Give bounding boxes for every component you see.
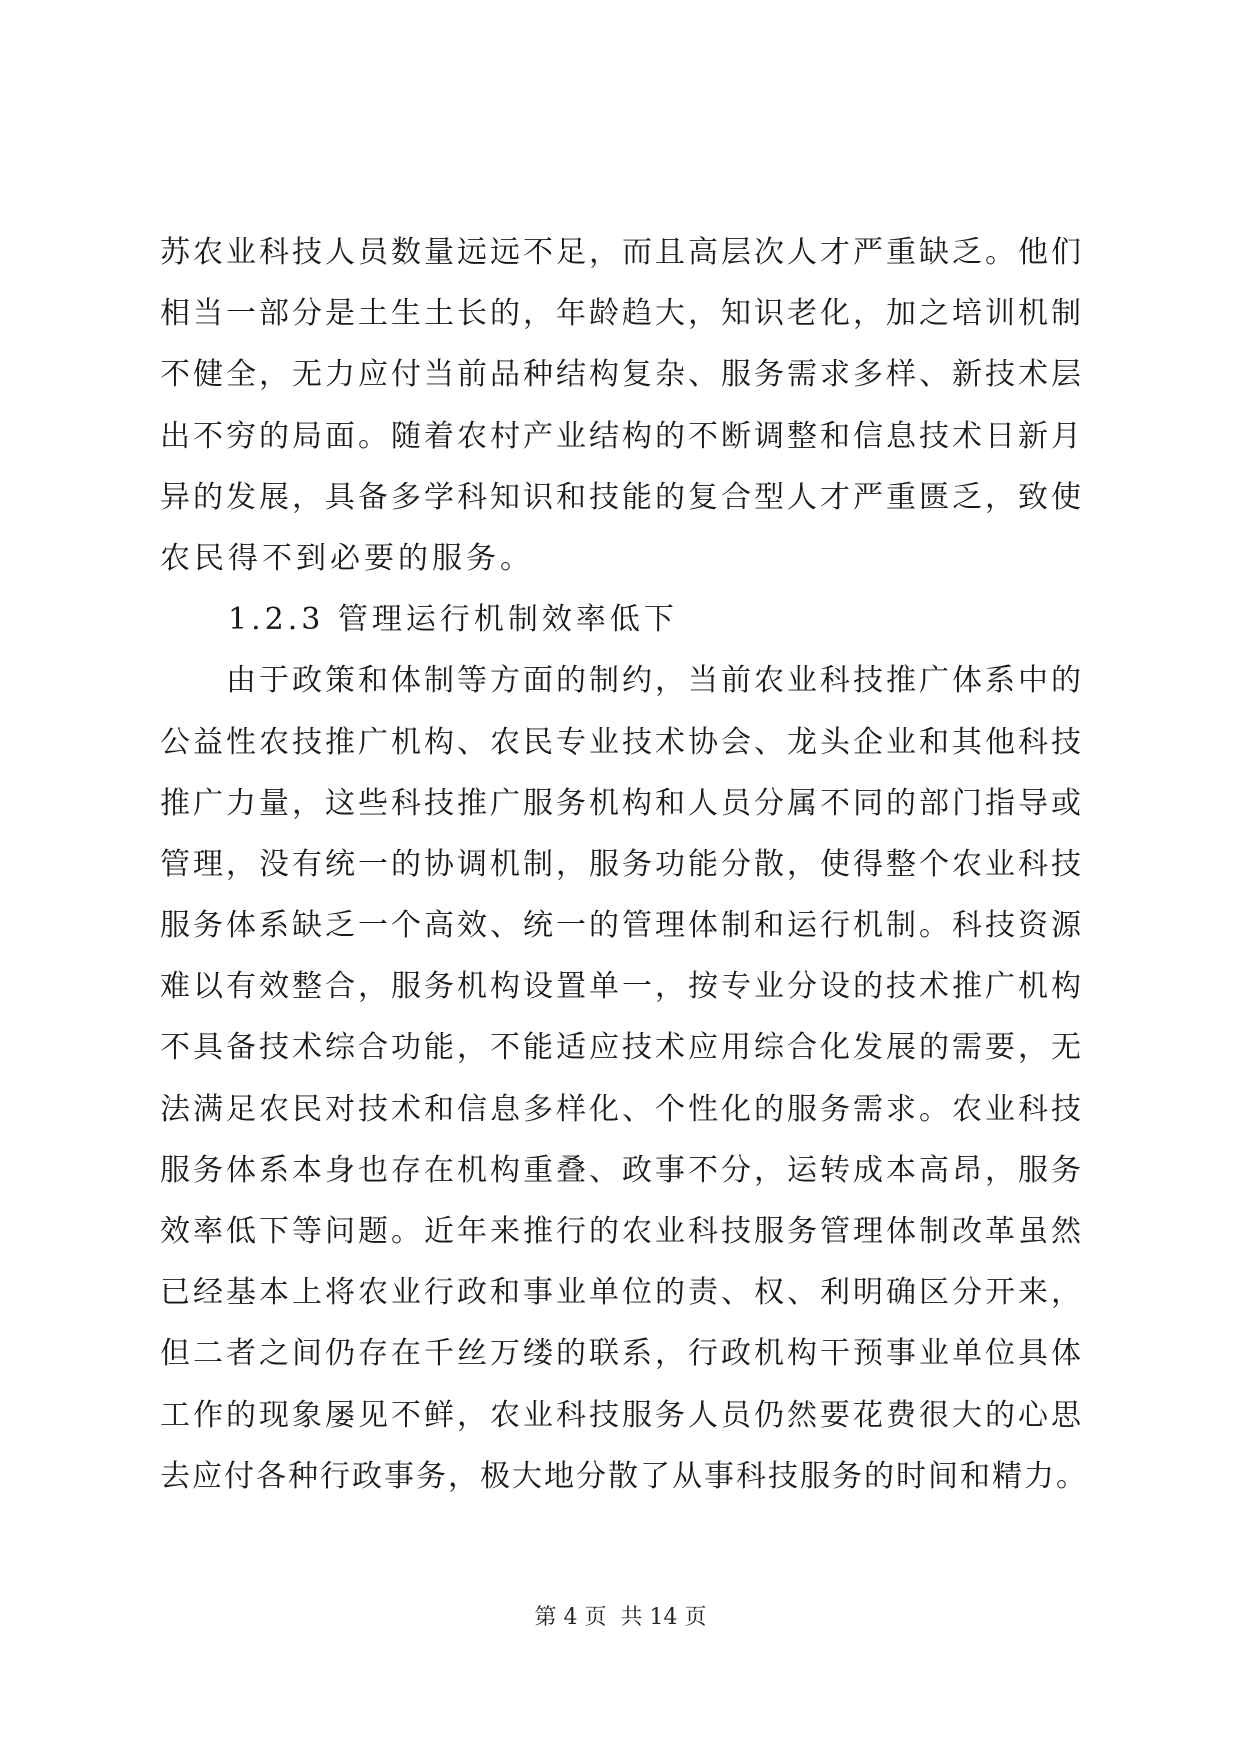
text-line: 效率低下等问题。近年来推行的农业科技服务管理体制改革虽然 <box>160 1214 1084 1249</box>
text-line: 苏农业科技人员数量远远不足，而且高层次人才严重缺乏。他们 <box>160 235 1084 270</box>
text-line: 服务体系本身也存在机构重叠、政事不分，运转成本高昂，服务 <box>160 1152 1084 1188</box>
text-line: 异的发展，具备多学科知识和技能的复合型人才严重匮乏，致使 <box>160 479 1084 515</box>
text-line: 不具备技术综合功能，不能适应技术应用综合化发展的需要，无 <box>160 1030 1084 1066</box>
text-line: 不健全，无力应付当前品种结构复杂、服务需求多样、新技术层 <box>160 357 1084 393</box>
text-line: 公益性农技推广机构、农民专业技术协会、龙头企业和其他科技 <box>160 724 1084 760</box>
text-line: 已经基本上将农业行政和事业单位的责、权、利明确区分开来， <box>160 1275 1084 1311</box>
text-line: 农民得不到必要的服务。 <box>160 540 534 576</box>
text-line: 去应付各种行政事务，极大地分散了从事科技服务的时间和精力。 <box>160 1458 1088 1494</box>
text-line: 工作的现象屡见不鲜，农业科技服务人员仍然要花费很大的心思 <box>160 1397 1084 1433</box>
text-line: 服务体系缺乏一个高效、统一的管理体制和运行机制。科技资源 <box>160 908 1084 944</box>
text-line: 由于政策和体制等方面的制约，当前农业科技推广体系中的 <box>160 663 1084 699</box>
body-text <box>160 222 1090 1507</box>
text-line: 难以有效整合，服务机构设置单一，按专业分设的技术推广机构 <box>160 969 1084 1005</box>
text-line: 管理，没有统一的协调机制，服务功能分散，使得整个农业科技 <box>160 846 1084 882</box>
text-line: 法满足农民对技术和信息多样化、个性化的服务需求。农业科技 <box>160 1091 1084 1127</box>
text-line: 相当一部分是土生土长的，年龄趋大，知识老化，加之培训机制 <box>160 296 1084 332</box>
section-heading: 1.2.3 管理运行机制效率低下 <box>160 602 678 638</box>
page-number-footer: 第 4 页 共 14 页 <box>534 1605 707 1630</box>
text-line: 出不穷的局面。随着农村产业结构的不断调整和信息技术日新月 <box>160 418 1084 454</box>
text-line: 但二者之间仍存在千丝万缕的联系，行政机构干预事业单位具体 <box>160 1336 1084 1372</box>
text-line: 推广力量，这些科技推广服务机构和人员分属不同的部门指导或 <box>160 785 1084 821</box>
